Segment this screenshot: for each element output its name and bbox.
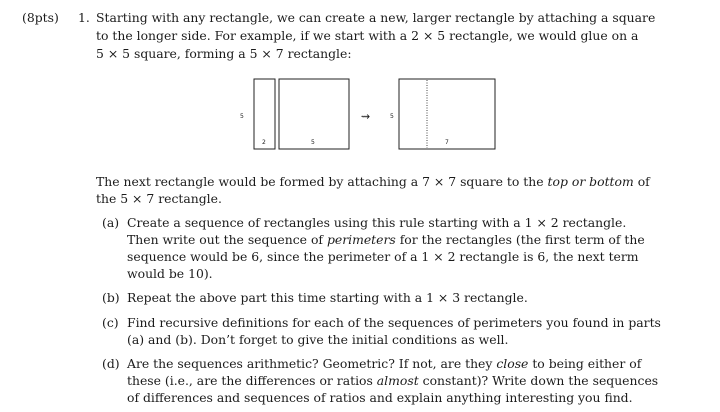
part-a-line-3: sequence would be 6, since the perimeter of a 1 × 2 rectangle is 6, the next term: [127, 249, 639, 264]
part-a-line-2: Then write out the sequence of perimeters for the rectangles (the first term of the: [127, 232, 645, 247]
problem-number: 1.: [78, 10, 90, 25]
part-c-line-2: (a) and (b). Don’t forget to give the initial conditions as well.: [127, 332, 509, 347]
next-line-2: the 5 × 7 rectangle.: [96, 191, 222, 206]
intro-line-1: Starting with any rectangle, we can create a new, larger rectangle by attaching a square: [96, 10, 656, 25]
part-c-label: (c): [102, 315, 119, 330]
part-d-line-2: these (i.e., are the differences or ratios almost constant)? Write down the sequences: [127, 373, 659, 388]
left-composite-rectangle: [254, 79, 349, 149]
right-height-label: 5: [390, 113, 394, 120]
part-d-label: (d): [102, 356, 120, 371]
square-width-label: 5: [311, 139, 315, 146]
next-line-1: The next rectangle would be formed by attaching a 7 × 7 square to the top or bottom of: [96, 174, 650, 189]
small-width-label: 2: [262, 139, 266, 146]
part-a-line-1: Create a sequence of rectangles using this rule starting with a 1 × 2 rectangle.: [127, 215, 627, 230]
part-d-line-1: Are the sequences arithmetic? Geometric? If not, are they close to being either of: [127, 356, 642, 371]
part-a-label: (a): [102, 215, 120, 230]
intro-line-3: 5 × 5 square, forming a 5 × 7 rectangle:: [96, 46, 352, 61]
part-a-line-4: would be 10).: [127, 266, 213, 281]
intro-line-2: to the longer side. For example, if we start with a 2 × 5 rectangle, we would glue on a: [96, 28, 639, 43]
part-b-label: (b): [102, 290, 120, 305]
squiggle-arrow-icon: ⇝: [361, 110, 371, 123]
part-c-line-1: Find recursive definitions for each of the sequences of perimeters you found in parts: [127, 315, 661, 330]
part-d-line-3: of differences and sequences of ratios and explain anything interesting you find.: [127, 390, 633, 405]
right-width-label: 7: [445, 139, 449, 146]
points-label: (8pts): [22, 10, 59, 25]
left-height-label: 5: [240, 113, 244, 120]
part-b-line-1: Repeat the above part this time starting with a 1 × 3 rectangle.: [127, 290, 528, 305]
